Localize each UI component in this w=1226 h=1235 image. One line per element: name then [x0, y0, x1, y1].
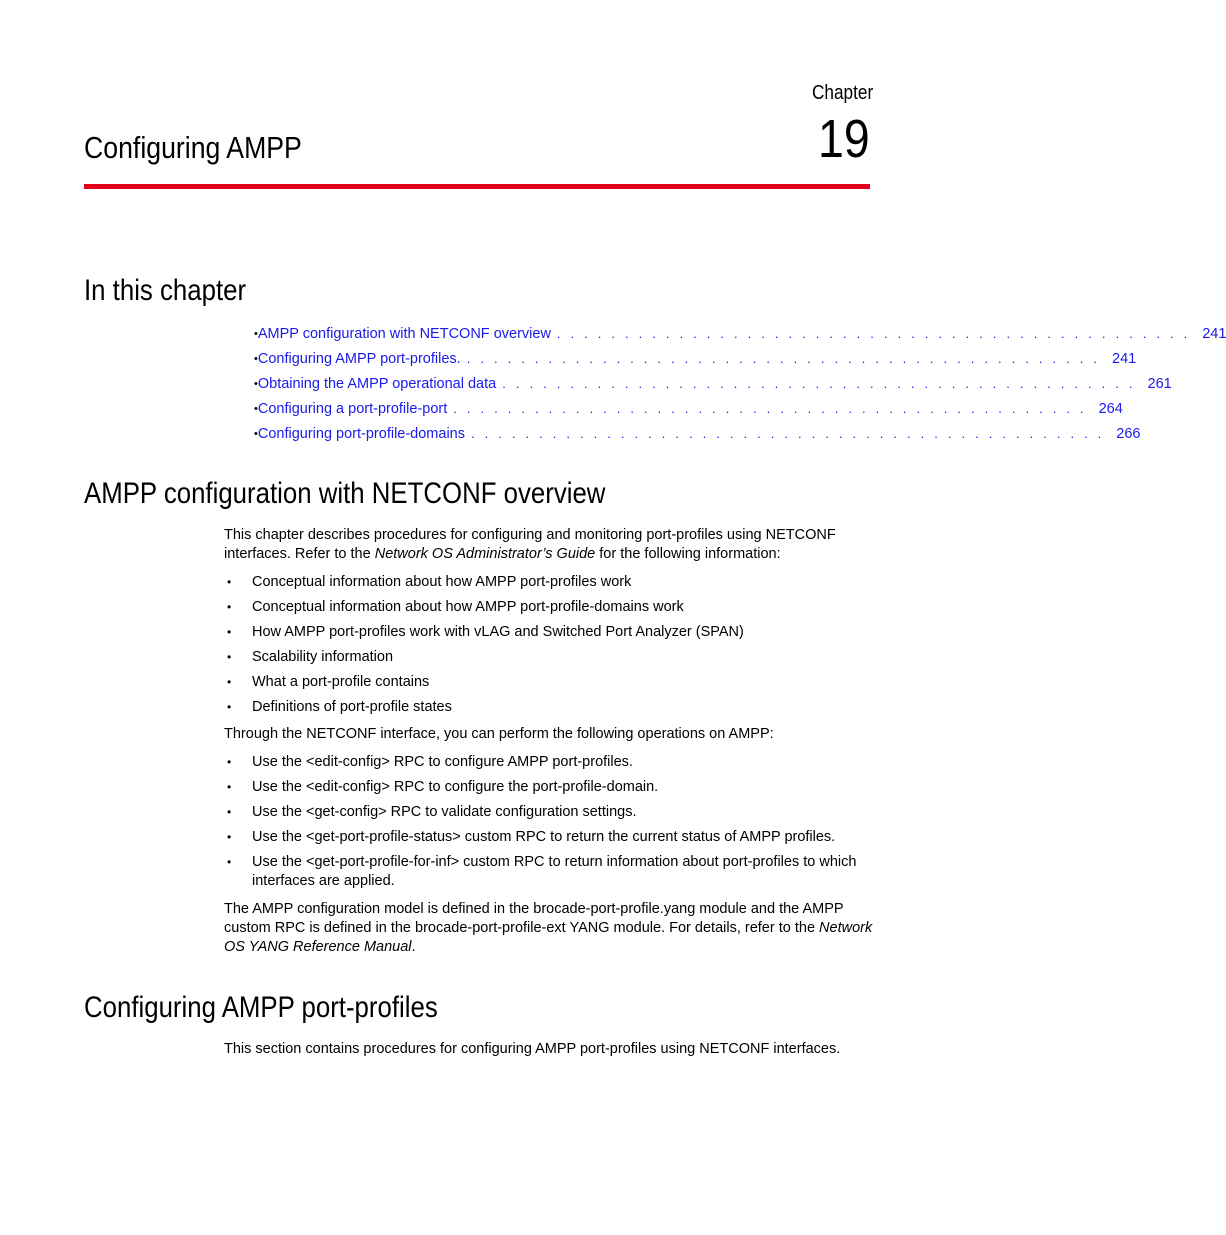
yang-manual-title: Network OS YANG Reference Manual: [224, 920, 873, 955]
bullet-dot: •: [227, 700, 232, 714]
list-item-text: Conceptual information about how AMPP port-profile-domains work: [252, 599, 684, 615]
list-item-text: Use the <get-port-profile-status> custom RPC to return the current status of AMPP profiles.: [252, 829, 836, 845]
list-item: [224, 778, 874, 797]
toc-link[interactable]: Configuring a port-profile-port: [257, 400, 448, 417]
section-heading-netconf-overview: AMPP configuration with NETCONF overview: [84, 477, 606, 510]
chapter-number: 19: [818, 109, 870, 169]
section-heading-port-profiles: Configuring AMPP port-profiles: [84, 991, 438, 1024]
list-item: [224, 648, 874, 667]
intro-paragraph: [224, 526, 874, 564]
toc-item[interactable]: [254, 371, 1172, 396]
bullet-dot: •: [227, 755, 232, 769]
toc-item[interactable]: [254, 321, 1226, 346]
toc-page[interactable]: 241: [1112, 350, 1137, 367]
intro-text: This chapter describes procedures for configuring and monitoring port-profiles using NETCONF interfaces. Refer to the: [224, 527, 836, 562]
list-item-text: Use the <edit-config> RPC to configure AMPP port-profiles.: [252, 754, 633, 770]
model-text: The AMPP configuration model is defined in the brocade-port-profile.yang module and the AMPP custom RPC is defined in the brocade-port-profile-ext YANG module. For details, refer to the: [224, 901, 844, 936]
intro-text-end: for the following information:: [595, 546, 781, 562]
operations-intro: Through the NETCONF interface, you can perform the following operations on AMPP:: [224, 726, 774, 742]
list-item: [224, 853, 874, 891]
list-item-text: Definitions of port-profile states: [252, 699, 452, 715]
toc-page[interactable]: 261: [1147, 375, 1172, 392]
bullet-dot: •: [227, 650, 232, 664]
toc-leader: . . . . . . . . . . . . . . . . . . . . . . . . . . . . . . . . . . . . . . . . . . . . . . .: [466, 351, 1101, 366]
toc-bullet: •: [254, 327, 258, 340]
operations-bullet-list: [224, 753, 874, 897]
bullet-dot: •: [227, 780, 232, 794]
list-item: [224, 573, 874, 592]
model-paragraph: [224, 900, 874, 957]
list-item-text: Scalability information: [252, 649, 394, 665]
toc-link[interactable]: AMPP configuration with NETCONF overview: [257, 325, 551, 342]
chapter-rule: [84, 184, 870, 189]
toc-page[interactable]: 241: [1202, 325, 1226, 342]
model-text-end: .: [411, 939, 416, 955]
bullet-dot: •: [227, 830, 232, 844]
bullet-dot: •: [227, 675, 232, 689]
list-item: [224, 598, 874, 617]
toc-bullet: •: [254, 352, 258, 365]
bullet-dot: •: [227, 625, 232, 639]
bullet-dot: •: [227, 600, 232, 614]
list-item: [224, 673, 874, 692]
port-profiles-paragraph: This section contains procedures for configuring AMPP port-profiles using NETCONF interfaces.: [224, 1041, 841, 1057]
bullet-dot: •: [227, 805, 232, 819]
list-item-text: Use the <get-port-profile-for-inf> custom RPC to return information about port-profiles to which interfaces are applied.: [252, 854, 857, 889]
list-item: [224, 803, 874, 822]
toc-leader: . . . . . . . . . . . . . . . . . . . . . . . . . . . . . . . . . . . . . . . . . . . . . . .: [556, 326, 1191, 341]
list-item-text: Use the <get-config> RPC to validate configuration settings.: [252, 804, 637, 820]
bullet-dot: •: [227, 575, 232, 589]
toc-heading: In this chapter: [84, 274, 247, 307]
list-item: [224, 698, 874, 717]
chapter-label: Chapter: [812, 82, 874, 104]
info-bullet-list: [224, 573, 874, 723]
list-item-text: Conceptual information about how AMPP port-profiles work: [252, 574, 632, 590]
bullet-dot: •: [227, 855, 232, 869]
toc-list: [254, 321, 1226, 446]
toc-link[interactable]: Configuring AMPP port-profiles.: [257, 350, 461, 367]
chapter-title: Configuring AMPP: [84, 130, 302, 165]
toc-page[interactable]: 264: [1098, 400, 1123, 417]
toc-leader: . . . . . . . . . . . . . . . . . . . . . . . . . . . . . . . . . . . . . . . . . . . . . . .: [502, 376, 1136, 391]
toc-page[interactable]: 266: [1116, 425, 1141, 442]
list-item-text: Use the <edit-config> RPC to configure the port-profile-domain.: [252, 779, 659, 795]
admin-guide-title: Network OS Administrator’s Guide: [374, 546, 596, 562]
toc-item[interactable]: [254, 346, 1137, 371]
list-item: [224, 753, 874, 772]
toc-item[interactable]: [254, 421, 1141, 446]
toc-bullet: •: [254, 377, 258, 390]
toc-bullet: •: [254, 427, 258, 440]
list-item-text: What a port-profile contains: [252, 674, 430, 690]
toc-item[interactable]: [254, 396, 1123, 421]
list-item-text: How AMPP port-profiles work with vLAG and Switched Port Analyzer (SPAN): [252, 624, 744, 640]
toc-leader: . . . . . . . . . . . . . . . . . . . . . . . . . . . . . . . . . . . . . . . . . . . . . . .: [453, 401, 1087, 416]
list-item: [224, 828, 874, 847]
list-item: [224, 623, 874, 642]
toc-bullet: •: [254, 402, 258, 415]
toc-leader: . . . . . . . . . . . . . . . . . . . . . . . . . . . . . . . . . . . . . . . . . . . . . . .: [471, 426, 1105, 441]
toc-link[interactable]: Configuring port-profile-domains: [257, 425, 465, 442]
toc-link[interactable]: Obtaining the AMPP operational data: [257, 375, 497, 392]
